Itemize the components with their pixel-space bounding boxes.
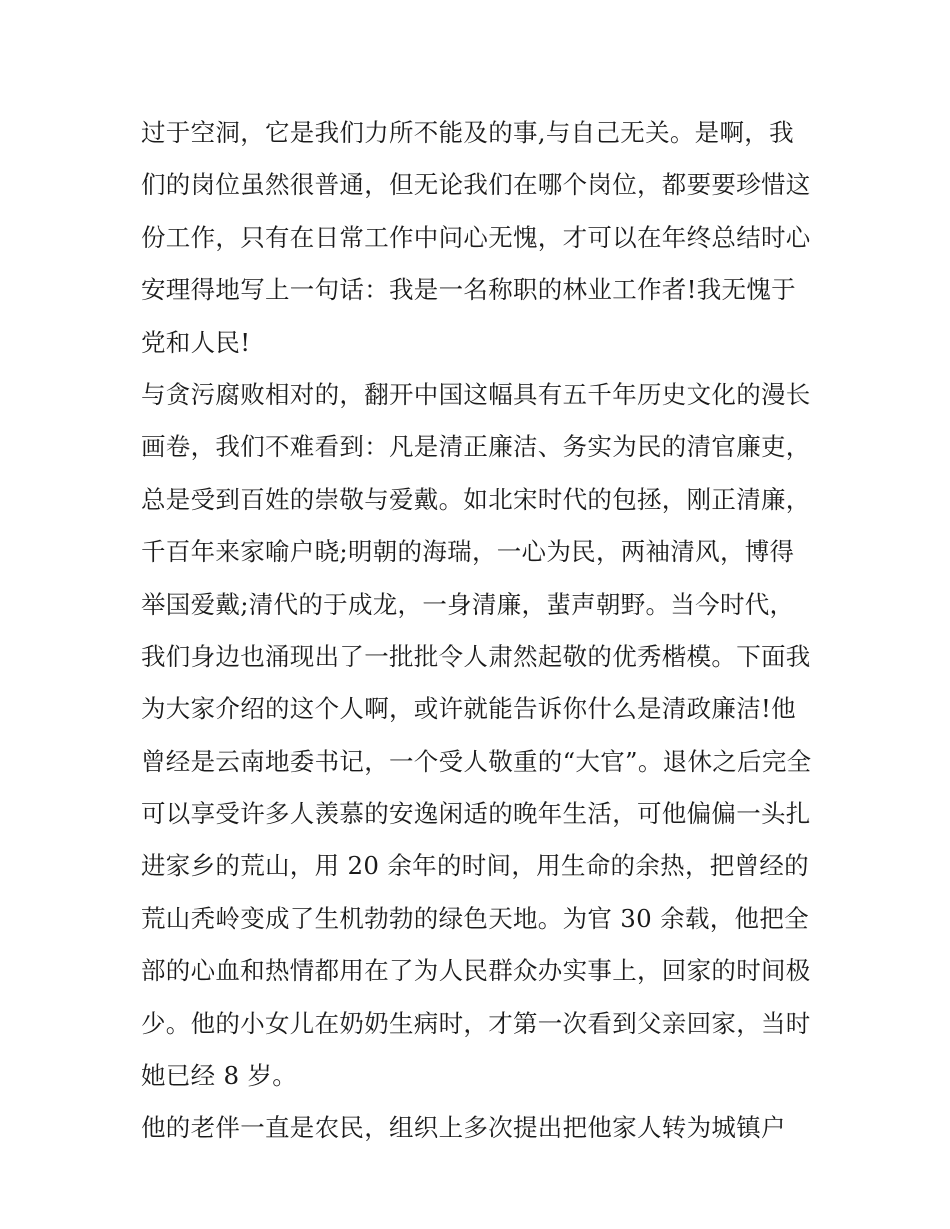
text-line: 们的岗位虽然很普通，但无论我们在哪个岗位，都要要珍惜这 bbox=[141, 170, 811, 200]
text-line: 她已经 8 岁。 bbox=[141, 1061, 298, 1091]
text-line: 画卷，我们不难看到：凡是清正廉洁、务实为民的清官廉吏， bbox=[141, 432, 811, 462]
text-line: 部的心血和热情都用在了为人民群众办实事上，回家的时间极 bbox=[141, 956, 811, 986]
text-line: 进家乡的荒山，用 20 余年的时间，用生命的余热，把曾经的 bbox=[141, 851, 809, 881]
text-line: 安理得地写上一句话：我是一名称职的林业工作者!我无愧于 bbox=[141, 275, 796, 305]
text-line: 份工作，只有在日常工作中问心无愧，才可以在年终总结时心 bbox=[141, 222, 811, 252]
text-line: 可以享受许多人羡慕的安逸闲适的晚年生活，可他偏偏一头扎 bbox=[141, 799, 811, 829]
text-line: 千百年来家喻户晓;明朝的海瑞，一心为民，两袖清风，博得 bbox=[141, 537, 795, 567]
text-line: 少。他的小女儿在奶奶生病时，才第一次看到父亲回家，当时 bbox=[141, 1008, 811, 1038]
text-line: 他的老伴一直是农民，组织上多次提出把他家人转为城镇户 bbox=[141, 1113, 786, 1143]
text-line: 过于空洞，它是我们力所不能及的事,与自己无关。是啊，我 bbox=[141, 118, 794, 147]
body-text bbox=[141, 107, 821, 1155]
text-line: 党和人民! bbox=[141, 327, 251, 357]
text-line: 荒山秃岭变成了生机勃勃的绿色天地。为官 30 余载，他把全 bbox=[141, 903, 809, 933]
text-line: 曾经是云南地委书记，一个受人敬重的“大官”。退休之后完全 bbox=[141, 746, 812, 776]
text-line: 总是受到百姓的崇敬与爱戴。如北宋时代的包拯，刚正清廉， bbox=[141, 484, 811, 514]
text-line: 我们身边也涌现出了一批批令人肃然起敬的优秀楷模。下面我 bbox=[141, 641, 811, 671]
text-line: 为大家介绍的这个人啊，或许就能告诉你什么是清政廉洁!他 bbox=[141, 694, 796, 724]
text-line: 举国爱戴;清代的于成龙，一身清廉，蜚声朝野。当今时代， bbox=[141, 589, 795, 619]
text-line: 与贪污腐败相对的，翻开中国这幅具有五千年历史文化的漫长 bbox=[141, 379, 811, 409]
